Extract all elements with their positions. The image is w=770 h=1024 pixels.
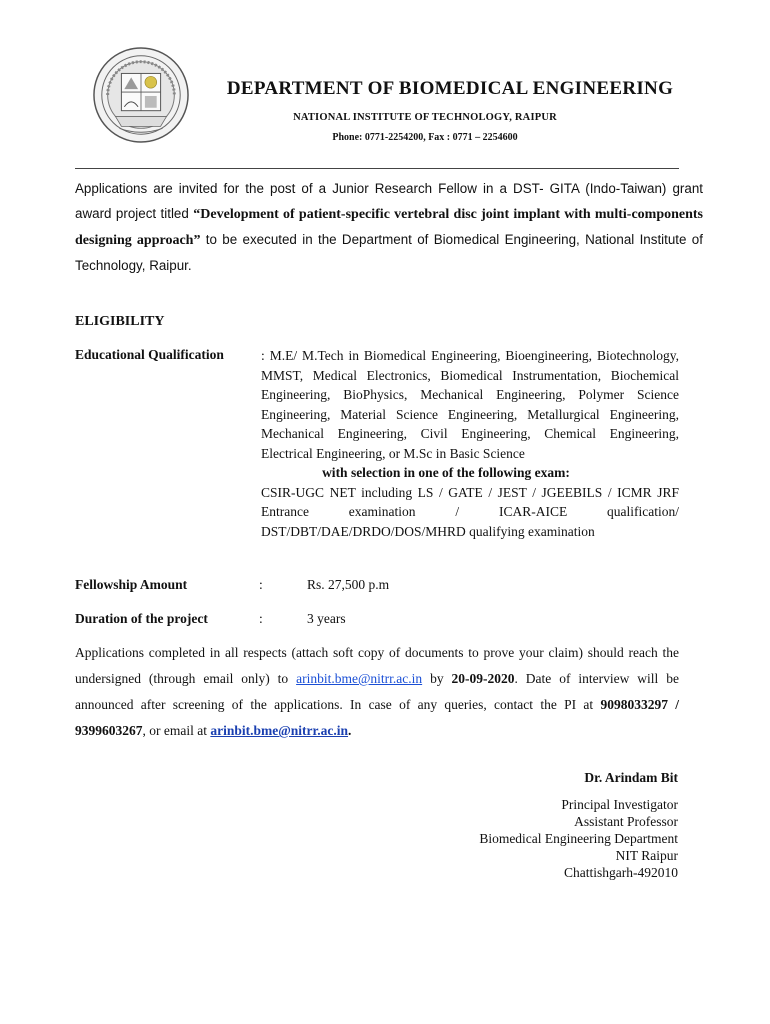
application-paragraph [75, 640, 679, 744]
exam-heading: with selection in one of the following exam: [322, 465, 570, 480]
apply-part4: , or email at [142, 723, 211, 738]
email-link-bold[interactable]: arinbit.bme@nitrr.ac.in [210, 723, 349, 738]
duration-colon: : [259, 611, 263, 626]
pi-phone-numbers: 9098033297 / 9399603267 [75, 697, 679, 738]
signatory-line: NIT Raipur [615, 848, 678, 863]
eligibility-heading: ELIGIBILITY [75, 314, 165, 329]
department-title: DEPARTMENT OF BIOMEDICAL ENGINEERING [226, 78, 674, 99]
signatory-name: Dr. Arindam Bit [584, 770, 678, 785]
apply-part5: . [348, 723, 352, 738]
apply-part3: . Date of interview will be announced after screening of the applications. In case of any queries, contact the PI at [75, 671, 679, 712]
institute-name: NATIONAL INSTITUTE OF TECHNOLOGY, RAIPUR [293, 112, 557, 123]
signatory-details [479, 796, 678, 881]
qualification-label: Educational Qualification [75, 347, 224, 362]
institute-seal-logo [92, 46, 190, 144]
fellowship-label: Fellowship Amount [75, 577, 188, 592]
signatory-line: Biomedical Engineering Department [479, 831, 678, 846]
fellowship-colon: : [259, 577, 263, 592]
project-title: “Development of patient-specific vertebral disc joint implant with multi-components designing approach” [75, 207, 703, 248]
exam-text: CSIR-UGC NET including LS / GATE / JEST / JGEEBILS / ICMR JRF Entrance examination / ICAR-AICE qualification/ DST/DBT/DAE/DRDO/DOS/MHRD qualifying examination [261, 484, 679, 539]
signatory-line: Chattishgarh-492010 [564, 865, 678, 880]
intro-tail: to be executed in the Department of Biomedical Engineering, National Institute of Technology, Raipur. [75, 232, 703, 273]
intro-paragraph [75, 176, 703, 278]
apply-part1: Applications completed in all respects (attach soft copy of documents to prove your claim) should reach the undersigned (through email only) to [75, 645, 679, 686]
deadline-date: 20-09-2020 [451, 671, 515, 686]
email-link[interactable]: arinbit.bme@nitrr.ac.in [296, 671, 423, 686]
header-divider [75, 168, 679, 169]
signatory-line: Principal Investigator [561, 797, 678, 812]
signatory-line: Assistant Professor [574, 814, 678, 829]
duration-label: Duration of the project [75, 611, 208, 626]
qualification-text: : M.E/ M.Tech in Biomedical Engineering, Bioengineering, Biotechnology, MMST, Medical Electronics, Biomedical Instrumentation, Biochemical Engineering, BioPhysics, Mechanical Engineering, Polymer Science Engineering, Material Science Engineering, Metallurgical Engineering, Mechanical Engineering, Civil Engineering, Chemical Engineering, Electrical Engineering, or M.Sc in Basic Science [261, 348, 679, 461]
fellowship-value: Rs. 27,500 p.m [307, 577, 390, 592]
duration-value: 3 years [307, 611, 346, 626]
apply-part2: by [422, 671, 452, 686]
qualification-details [261, 346, 679, 541]
intro-lead: Applications are invited for the post of a Junior Research Fellow in a DST- GITA (Indo-Taiwan) grant award project titled [75, 181, 703, 221]
contact-line: Phone: 0771-2254200, Fax : 0771 – 2254600 [332, 132, 518, 143]
